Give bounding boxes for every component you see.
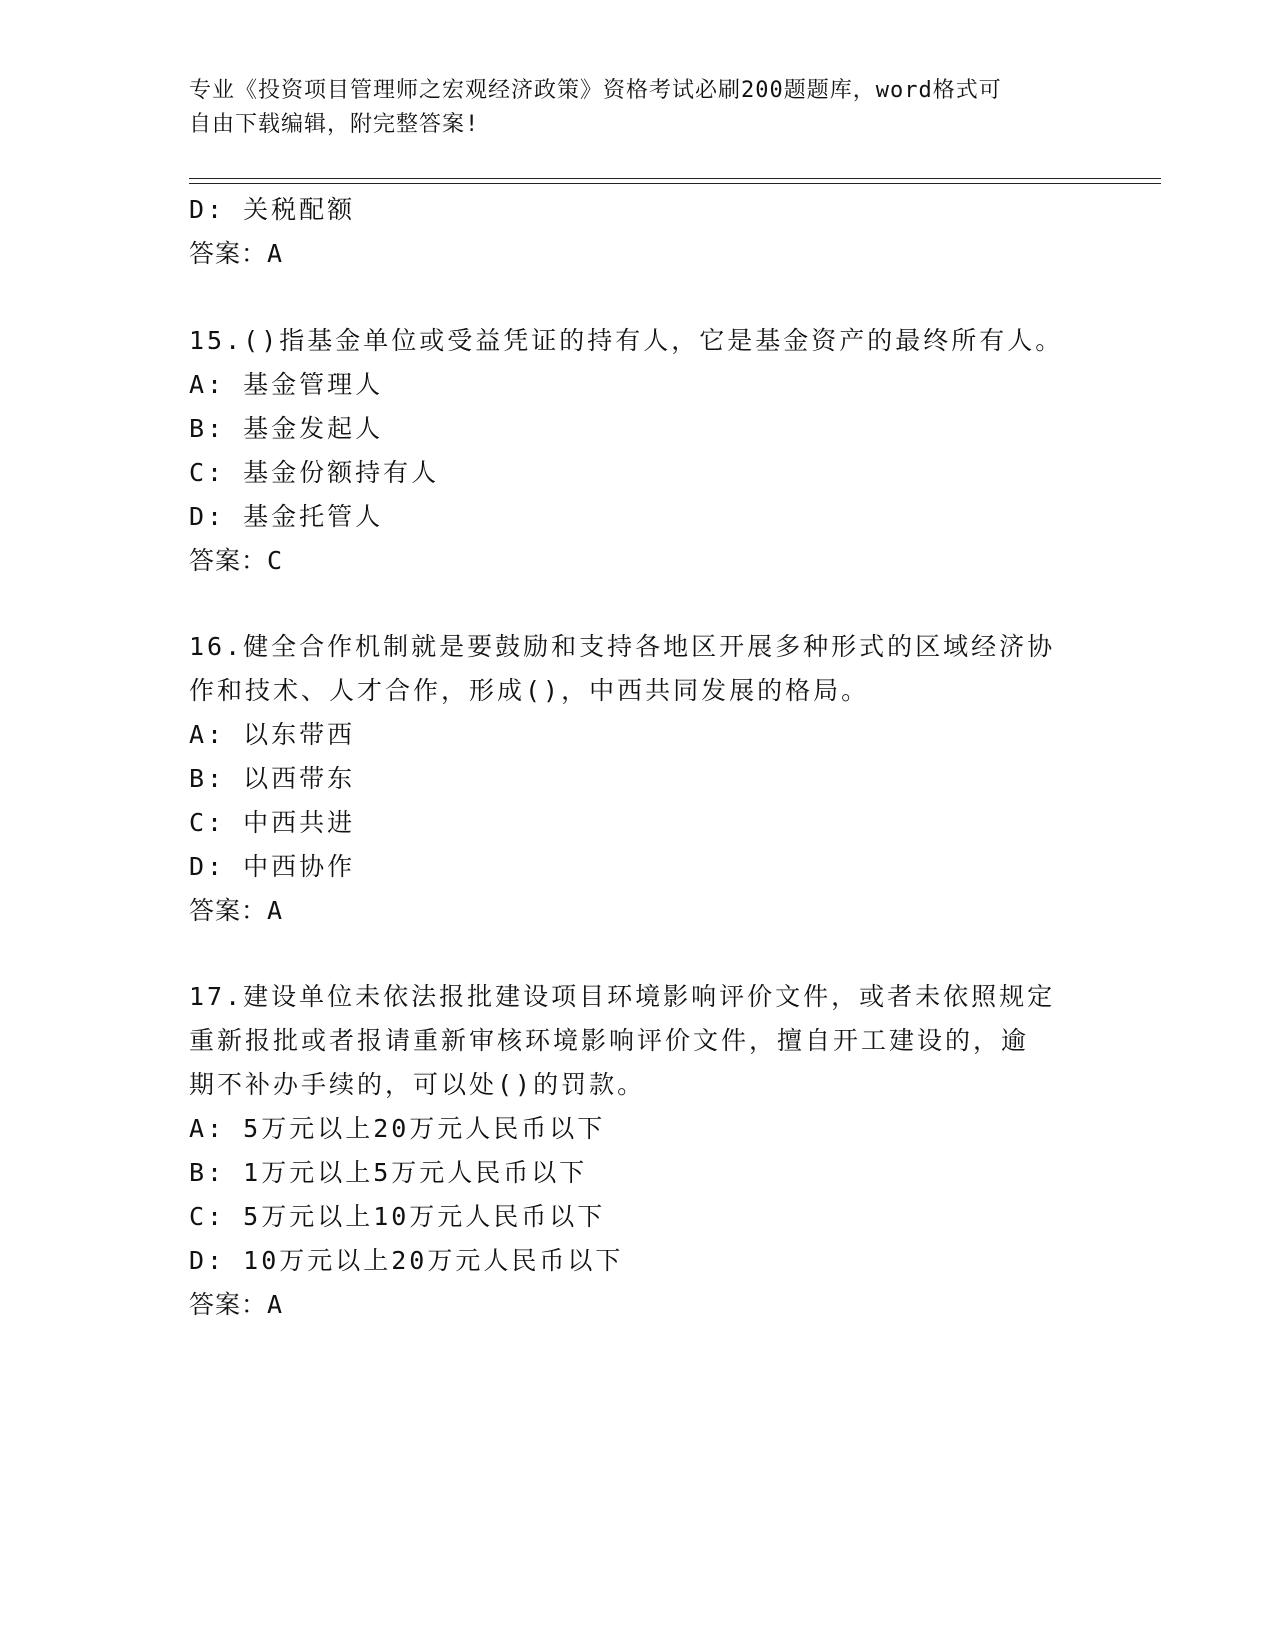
q16-stem-line-1: 16.健全合作机制就是要鼓励和支持各地区开展多种形式的区域经济协 xyxy=(189,632,1056,661)
q16-answer: 答案：A xyxy=(189,896,284,925)
q16-option-d: D: 中西协作 xyxy=(189,852,356,881)
q17-option-d: D: 10万元以上20万元人民币以下 xyxy=(189,1246,624,1275)
q17-stem-line-3: 期不补办手续的，可以处()的罚款。 xyxy=(189,1070,646,1099)
q15-stem-line-1: 15.()指基金单位或受益凭证的持有人，它是基金资产的最终所有人。 xyxy=(189,326,1064,355)
q15-answer: 答案：C xyxy=(189,546,284,575)
header-title-line-1: 专业《投资项目管理师之宏观经济政策》资格考试必刷200题题库，word格式可 xyxy=(189,78,1002,103)
prev-answer: 答案：A xyxy=(189,239,284,268)
q16-option-b: B: 以西带东 xyxy=(189,764,356,793)
header-divider-bottom xyxy=(189,183,1161,184)
q15-option-c: C: 基金份额持有人 xyxy=(189,458,440,487)
prev-option-d: D: 关税配额 xyxy=(189,195,356,224)
header-title-line-2: 自由下载编辑，附完整答案! xyxy=(189,112,480,137)
q17-option-a: A: 5万元以上20万元人民币以下 xyxy=(189,1114,606,1143)
q16-option-c: C: 中西共进 xyxy=(189,808,356,837)
q16-option-a: A: 以东带西 xyxy=(189,720,356,749)
header-divider-top xyxy=(189,178,1161,179)
q17-option-c: C: 5万元以上10万元人民币以下 xyxy=(189,1202,606,1231)
q15-option-a: A: 基金管理人 xyxy=(189,370,384,399)
q17-stem-line-1: 17.建设单位未依法报批建设项目环境影响评价文件，或者未依照规定 xyxy=(189,982,1056,1011)
q17-stem-line-2: 重新报批或者报请重新审核环境影响评价文件，擅自开工建设的，逾 xyxy=(189,1026,1030,1055)
q15-option-d: D: 基金托管人 xyxy=(189,502,384,531)
q17-option-b: B: 1万元以上5万元人民币以下 xyxy=(189,1158,588,1187)
q16-stem-line-2: 作和技术、人才合作，形成()，中西共同发展的格局。 xyxy=(189,676,870,705)
q15-option-b: B: 基金发起人 xyxy=(189,414,384,443)
page-header xyxy=(189,74,1089,142)
q17-answer: 答案：A xyxy=(189,1290,284,1319)
